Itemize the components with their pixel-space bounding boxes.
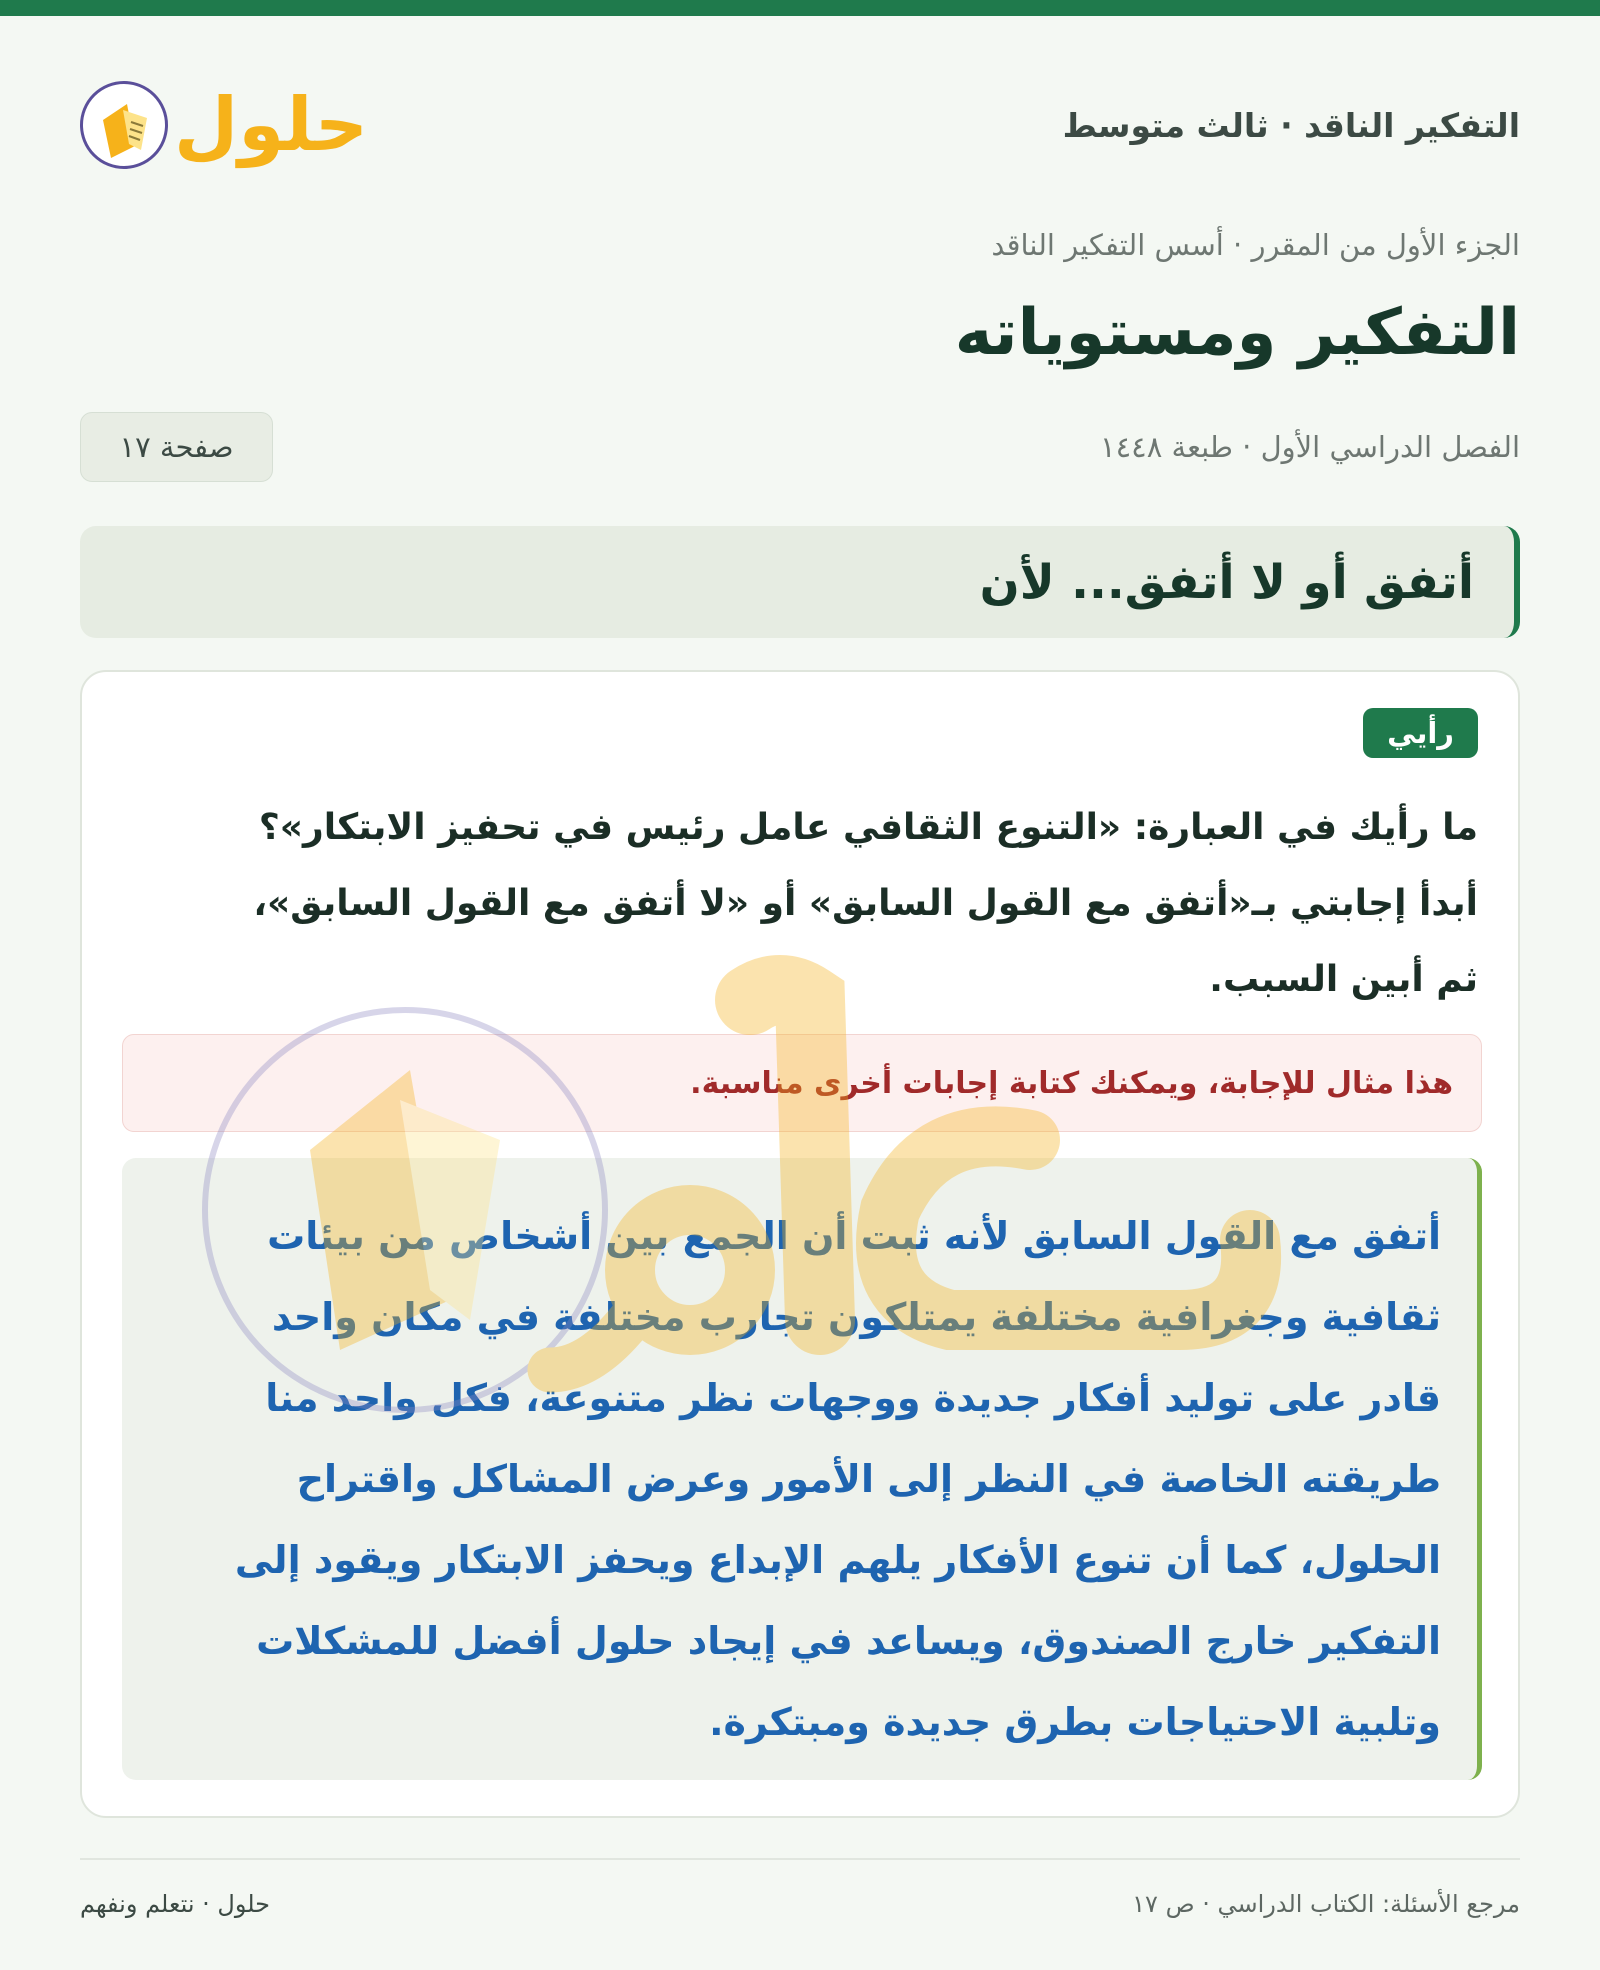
question-card xyxy=(80,670,1520,1818)
sample-answer-note: هذا مثال للإجابة، ويمكنك كتابة إجابات أخرى مناسبة. xyxy=(122,1034,1482,1132)
footer-divider xyxy=(80,1858,1520,1860)
page-title: التفكير ومستوياته xyxy=(954,296,1520,370)
question-line: أبدأ إجابتي بـ«أتفق مع القول السابق» أو «لا أتفق مع القول السابق»، xyxy=(253,883,1478,924)
breadcrumb: الجزء الأول من المقرر · أسس التفكير الناقد xyxy=(991,228,1520,262)
course-title: التفكير الناقد · ثالث متوسط xyxy=(1062,105,1520,145)
footer-brand: حلول · نتعلم ونفهم xyxy=(80,1890,270,1918)
answer-line: أتفق مع القول السابق لأنه ثبت أن الجمع بين أشخاص من بيئات xyxy=(267,1214,1441,1258)
page-header xyxy=(80,70,1520,180)
section-title: أتفق أو لا أتفق... لأن xyxy=(979,554,1474,610)
question-text xyxy=(118,790,1478,1018)
opinion-tag: رأيي xyxy=(1363,708,1478,758)
answer-line: وتلبية الاحتياجات بطرق جديدة ومبتكرة. xyxy=(709,1700,1441,1744)
semester-info: الفصل الدراسي الأول · طبعة ١٤٤٨ xyxy=(1100,430,1520,464)
hulul-logo[interactable] xyxy=(80,81,368,169)
answer-line: التفكير خارج الصندوق، ويساعد في إيجاد حلول أفضل للمشكلات xyxy=(256,1619,1441,1663)
answer-line: ثقافية وجغرافية مختلفة يمتلكون تجارب مختلفة في مكان واحد xyxy=(271,1295,1441,1339)
footer-reference: مرجع الأسئلة: الكتاب الدراسي · ص ١٧ xyxy=(1132,1890,1520,1918)
question-line: ما رأيك في العبارة: «التنوع الثقافي عامل رئيس في تحفيز الابتكار»؟ xyxy=(258,807,1478,848)
answer-line: طريقته الخاصة في النظر إلى الأمور وعرض المشاكل واقتراح xyxy=(296,1457,1441,1501)
question-line: ثم أبين السبب. xyxy=(1209,959,1478,1000)
book-icon xyxy=(80,81,168,169)
answer-text xyxy=(153,1196,1441,1763)
answer-box xyxy=(122,1158,1482,1780)
answer-line: الحلول، كما أن تنوع الأفكار يلهم الإبداع ويحفز الابتكار ويقود إلى xyxy=(234,1538,1441,1582)
answer-line: قادر على توليد أفكار جديدة ووجهات نظر متنوعة، فكل واحد منا xyxy=(265,1376,1441,1420)
top-accent-strip xyxy=(0,0,1600,16)
page-number-badge: صفحة ١٧ xyxy=(80,412,273,482)
logo-wordmark: حلول xyxy=(174,82,369,168)
section-heading-bar xyxy=(80,526,1520,638)
